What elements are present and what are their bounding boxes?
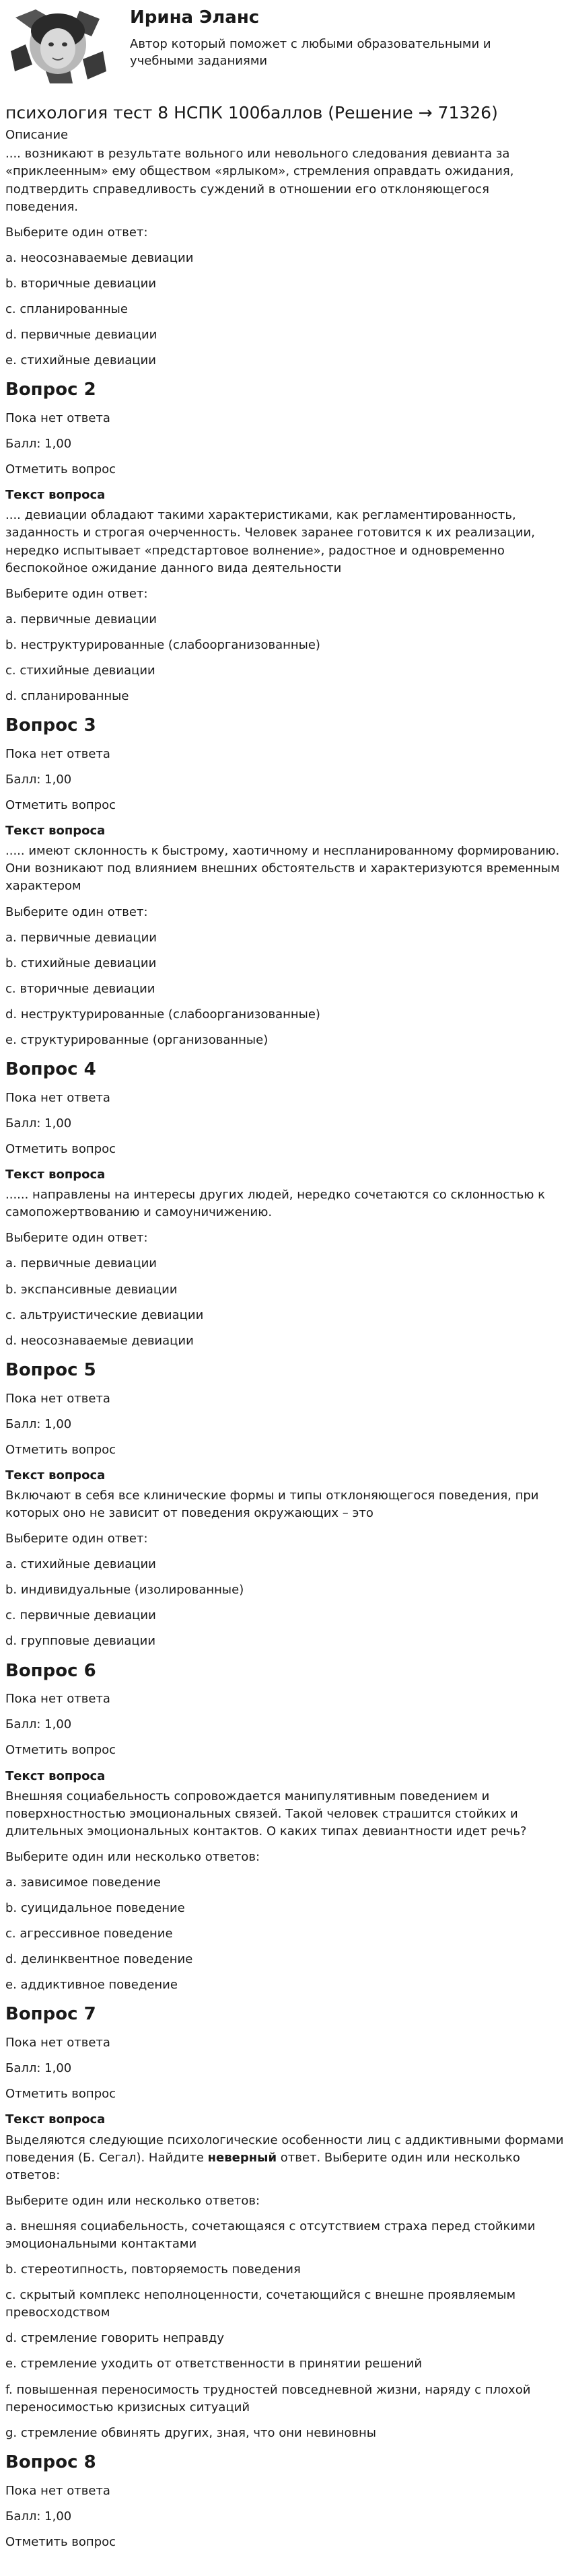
question-4 <box>5 1057 565 1350</box>
question-heading: Вопрос 7 <box>5 2004 96 2025</box>
question-text-label: Текст вопроса <box>5 824 106 838</box>
question-score: Балл: 1,00 <box>5 437 72 452</box>
answer-option[interactable]: b. неструктурированные (слабоорганизованные) <box>5 637 320 652</box>
answer-option[interactable]: d. неосознаваемые девиации <box>5 1333 194 1348</box>
question-7 <box>5 2002 568 2441</box>
answer-option[interactable]: a. неосознаваемые девиации <box>5 250 194 265</box>
answer-option[interactable]: a. зависимое поведение <box>5 1875 161 1890</box>
question-text-label: Текст вопроса <box>5 1168 106 1182</box>
page-title: психология тест 8 НСПК 100баллов (Решение → 71326) <box>5 103 498 122</box>
question-heading: Вопрос 8 <box>5 2452 96 2472</box>
question-text-label: Текст вопроса <box>5 1768 106 1783</box>
answer-option[interactable]: e. аддиктивное поведение <box>5 1978 178 1993</box>
answer-option[interactable]: e. стремление уходить от ответственности в принятии решений <box>5 2357 423 2371</box>
question-status: Пока нет ответа <box>5 1391 110 1406</box>
answer-option[interactable]: b. стихийные девиации <box>5 956 157 970</box>
answer-option[interactable]: b. экспансивные девиации <box>5 1282 178 1297</box>
answer-option[interactable]: d. неструктурированные (слабоорганизованные) <box>5 1007 320 1022</box>
question-score: Балл: 1,00 <box>5 1717 72 1732</box>
question-text-label: Текст вопроса <box>5 1468 106 1482</box>
author-header <box>5 0 565 92</box>
author-name: Ирина Эланс <box>130 7 260 28</box>
description-label: Описание <box>5 128 69 143</box>
flag-question-link[interactable]: Отметить вопрос <box>5 1442 116 1457</box>
answer-option[interactable]: b. индивидуальные (изолированные) <box>5 1583 244 1598</box>
question-text: Внешняя социабельность сопровождается манипулятивным поведением и поверхностностью эмоциональных связей. Такой человек страшится стойких и длительных эмоциональных контактов. О каких типах девиантности идет речь? <box>5 1789 527 1838</box>
answer-option[interactable]: d. групповые девиации <box>5 1634 156 1649</box>
answer-option[interactable]: c. спланированные <box>5 302 128 316</box>
question-heading: Вопрос 2 <box>5 380 96 400</box>
answer-option[interactable]: b. вторичные девиации <box>5 276 157 291</box>
question-text: .... возникают в результате вольного или невольного следования девианта за «приклеенным» ему обществом «ярлыком», стремления оправдать ожидания, подтвердить справедливость суждений в отношении его отклоняющегося поведения. <box>5 147 518 214</box>
flag-question-link[interactable]: Отметить вопрос <box>5 2534 116 2549</box>
avatar <box>5 4 110 85</box>
answer-option[interactable]: d. делинквентное поведение <box>5 1952 193 1967</box>
answer-prompt: Выберите один ответ: <box>5 904 148 919</box>
answer-option[interactable]: e. стихийные девиации <box>5 353 156 368</box>
question-text-label: Текст вопроса <box>5 488 106 503</box>
flag-question-link[interactable]: Отметить вопрос <box>5 1743 116 1758</box>
question-1 <box>5 127 565 369</box>
question-3 <box>5 713 565 1049</box>
flag-question-link[interactable]: Отметить вопрос <box>5 462 116 477</box>
question-status: Пока нет ответа <box>5 2036 110 2050</box>
answer-option[interactable]: c. агрессивное поведение <box>5 1927 173 1941</box>
author-description: Автор который поможет с любыми образовательными и учебными заданиями <box>130 36 491 68</box>
question-text: ...... направлены на интересы других людей, нередко сочетаются со склонностью к самопожертвованию и самоуничижению. <box>5 1188 549 1220</box>
answer-option[interactable]: c. скрытый комплекс неполноценности, сочетающийся с внешне проявляемым превосходством <box>5 2288 516 2320</box>
question-text-part: Выделяются следующие психологические особенности лиц с аддиктивными формами поведения (Б. Сегал). Найдите <box>5 2133 568 2165</box>
question-status: Пока нет ответа <box>5 410 110 425</box>
question-text <box>5 2132 568 2184</box>
answer-option[interactable]: a. внешняя социабельность, сочетающаяся с отсутствием страха перед стойкими эмоциональными контактами <box>5 2219 536 2251</box>
answer-option[interactable]: d. спланированные <box>5 689 129 704</box>
answer-prompt: Выберите один или несколько ответов: <box>5 1849 260 1864</box>
question-status: Пока нет ответа <box>5 1090 110 1105</box>
answer-option[interactable]: c. первичные девиации <box>5 1608 156 1623</box>
question-text-emphasis: неверный <box>207 2150 277 2165</box>
question-score: Балл: 1,00 <box>5 1116 72 1131</box>
flag-question-link[interactable]: Отметить вопрос <box>5 798 116 813</box>
answer-prompt: Выберите один ответ: <box>5 586 148 601</box>
question-text: .... девиации обладают такими характеристиками, как регламентированность, заданность и строгая очерченность. Человек заранее готовится к их реализации, нередко испытывает «предстартовое волнение», радостное и одновременно беспокойное ожидание данного вида деятельности <box>5 508 539 575</box>
answer-option[interactable]: c. вторичные девиации <box>5 981 155 996</box>
answer-prompt: Выберите один или несколько ответов: <box>5 2193 260 2208</box>
answer-option[interactable]: f. повышенная переносимость трудностей повседневной жизни, наряду с плохой переносимостью кризисных ситуаций <box>5 2382 531 2414</box>
question-8 <box>5 2450 565 2551</box>
answer-option[interactable]: c. альтруистические девиации <box>5 1308 204 1322</box>
answer-option[interactable]: a. стихийные девиации <box>5 1557 156 1572</box>
answer-option[interactable]: a. первичные девиации <box>5 930 157 945</box>
answer-option[interactable]: d. первичные девиации <box>5 328 157 343</box>
question-score: Балл: 1,00 <box>5 2509 72 2524</box>
question-status: Пока нет ответа <box>5 2483 110 2498</box>
answer-option[interactable]: a. первичные девиации <box>5 612 157 627</box>
answer-prompt: Выберите один ответ: <box>5 1532 148 1546</box>
answer-option[interactable]: c. стихийные девиации <box>5 664 155 678</box>
question-text: ..... имеют склонность к быстрому, хаотичному и неспланированному формированию. Они возникают под влиянием внешних обстоятельств и характеризуются временным характером <box>5 844 564 894</box>
question-6 <box>5 1659 565 1995</box>
question-heading: Вопрос 6 <box>5 1660 96 1681</box>
answer-prompt: Выберите один ответ: <box>5 225 148 240</box>
question-text-label: Текст вопроса <box>5 2112 106 2127</box>
question-2 <box>5 378 565 705</box>
question-text-part: ответ. Выберите один или несколько ответов: <box>5 2150 524 2182</box>
answer-option[interactable]: d. стремление говорить неправду <box>5 2331 224 2346</box>
question-heading: Вопрос 5 <box>5 1359 96 1380</box>
question-score: Балл: 1,00 <box>5 1417 72 1431</box>
avatar-image <box>5 4 110 85</box>
answer-option[interactable]: b. стереотипность, повторяемость поведения <box>5 2262 301 2277</box>
answer-option[interactable]: e. структурированные (организованные) <box>5 1033 269 1047</box>
question-text: Включают в себя все клинические формы и типы отклоняющегося поведения, при которых оно не зависит от поведения окружающих – это <box>5 1488 543 1520</box>
flag-question-link[interactable]: Отметить вопрос <box>5 1141 116 1156</box>
question-score: Балл: 1,00 <box>5 772 72 787</box>
answer-prompt: Выберите один ответ: <box>5 1231 148 1246</box>
answer-option[interactable]: a. первичные девиации <box>5 1256 157 1271</box>
question-5 <box>5 1358 565 1651</box>
answer-option[interactable]: b. суицидальное поведение <box>5 1901 185 1916</box>
answer-option[interactable]: g. стремление обвинять других, зная, что они невиновны <box>5 2425 376 2440</box>
flag-question-link[interactable]: Отметить вопрос <box>5 2087 116 2102</box>
question-score: Балл: 1,00 <box>5 2061 72 2076</box>
question-status: Пока нет ответа <box>5 1692 110 1707</box>
question-heading: Вопрос 4 <box>5 1059 96 1080</box>
question-status: Пока нет ответа <box>5 746 110 761</box>
question-heading: Вопрос 3 <box>5 715 96 736</box>
